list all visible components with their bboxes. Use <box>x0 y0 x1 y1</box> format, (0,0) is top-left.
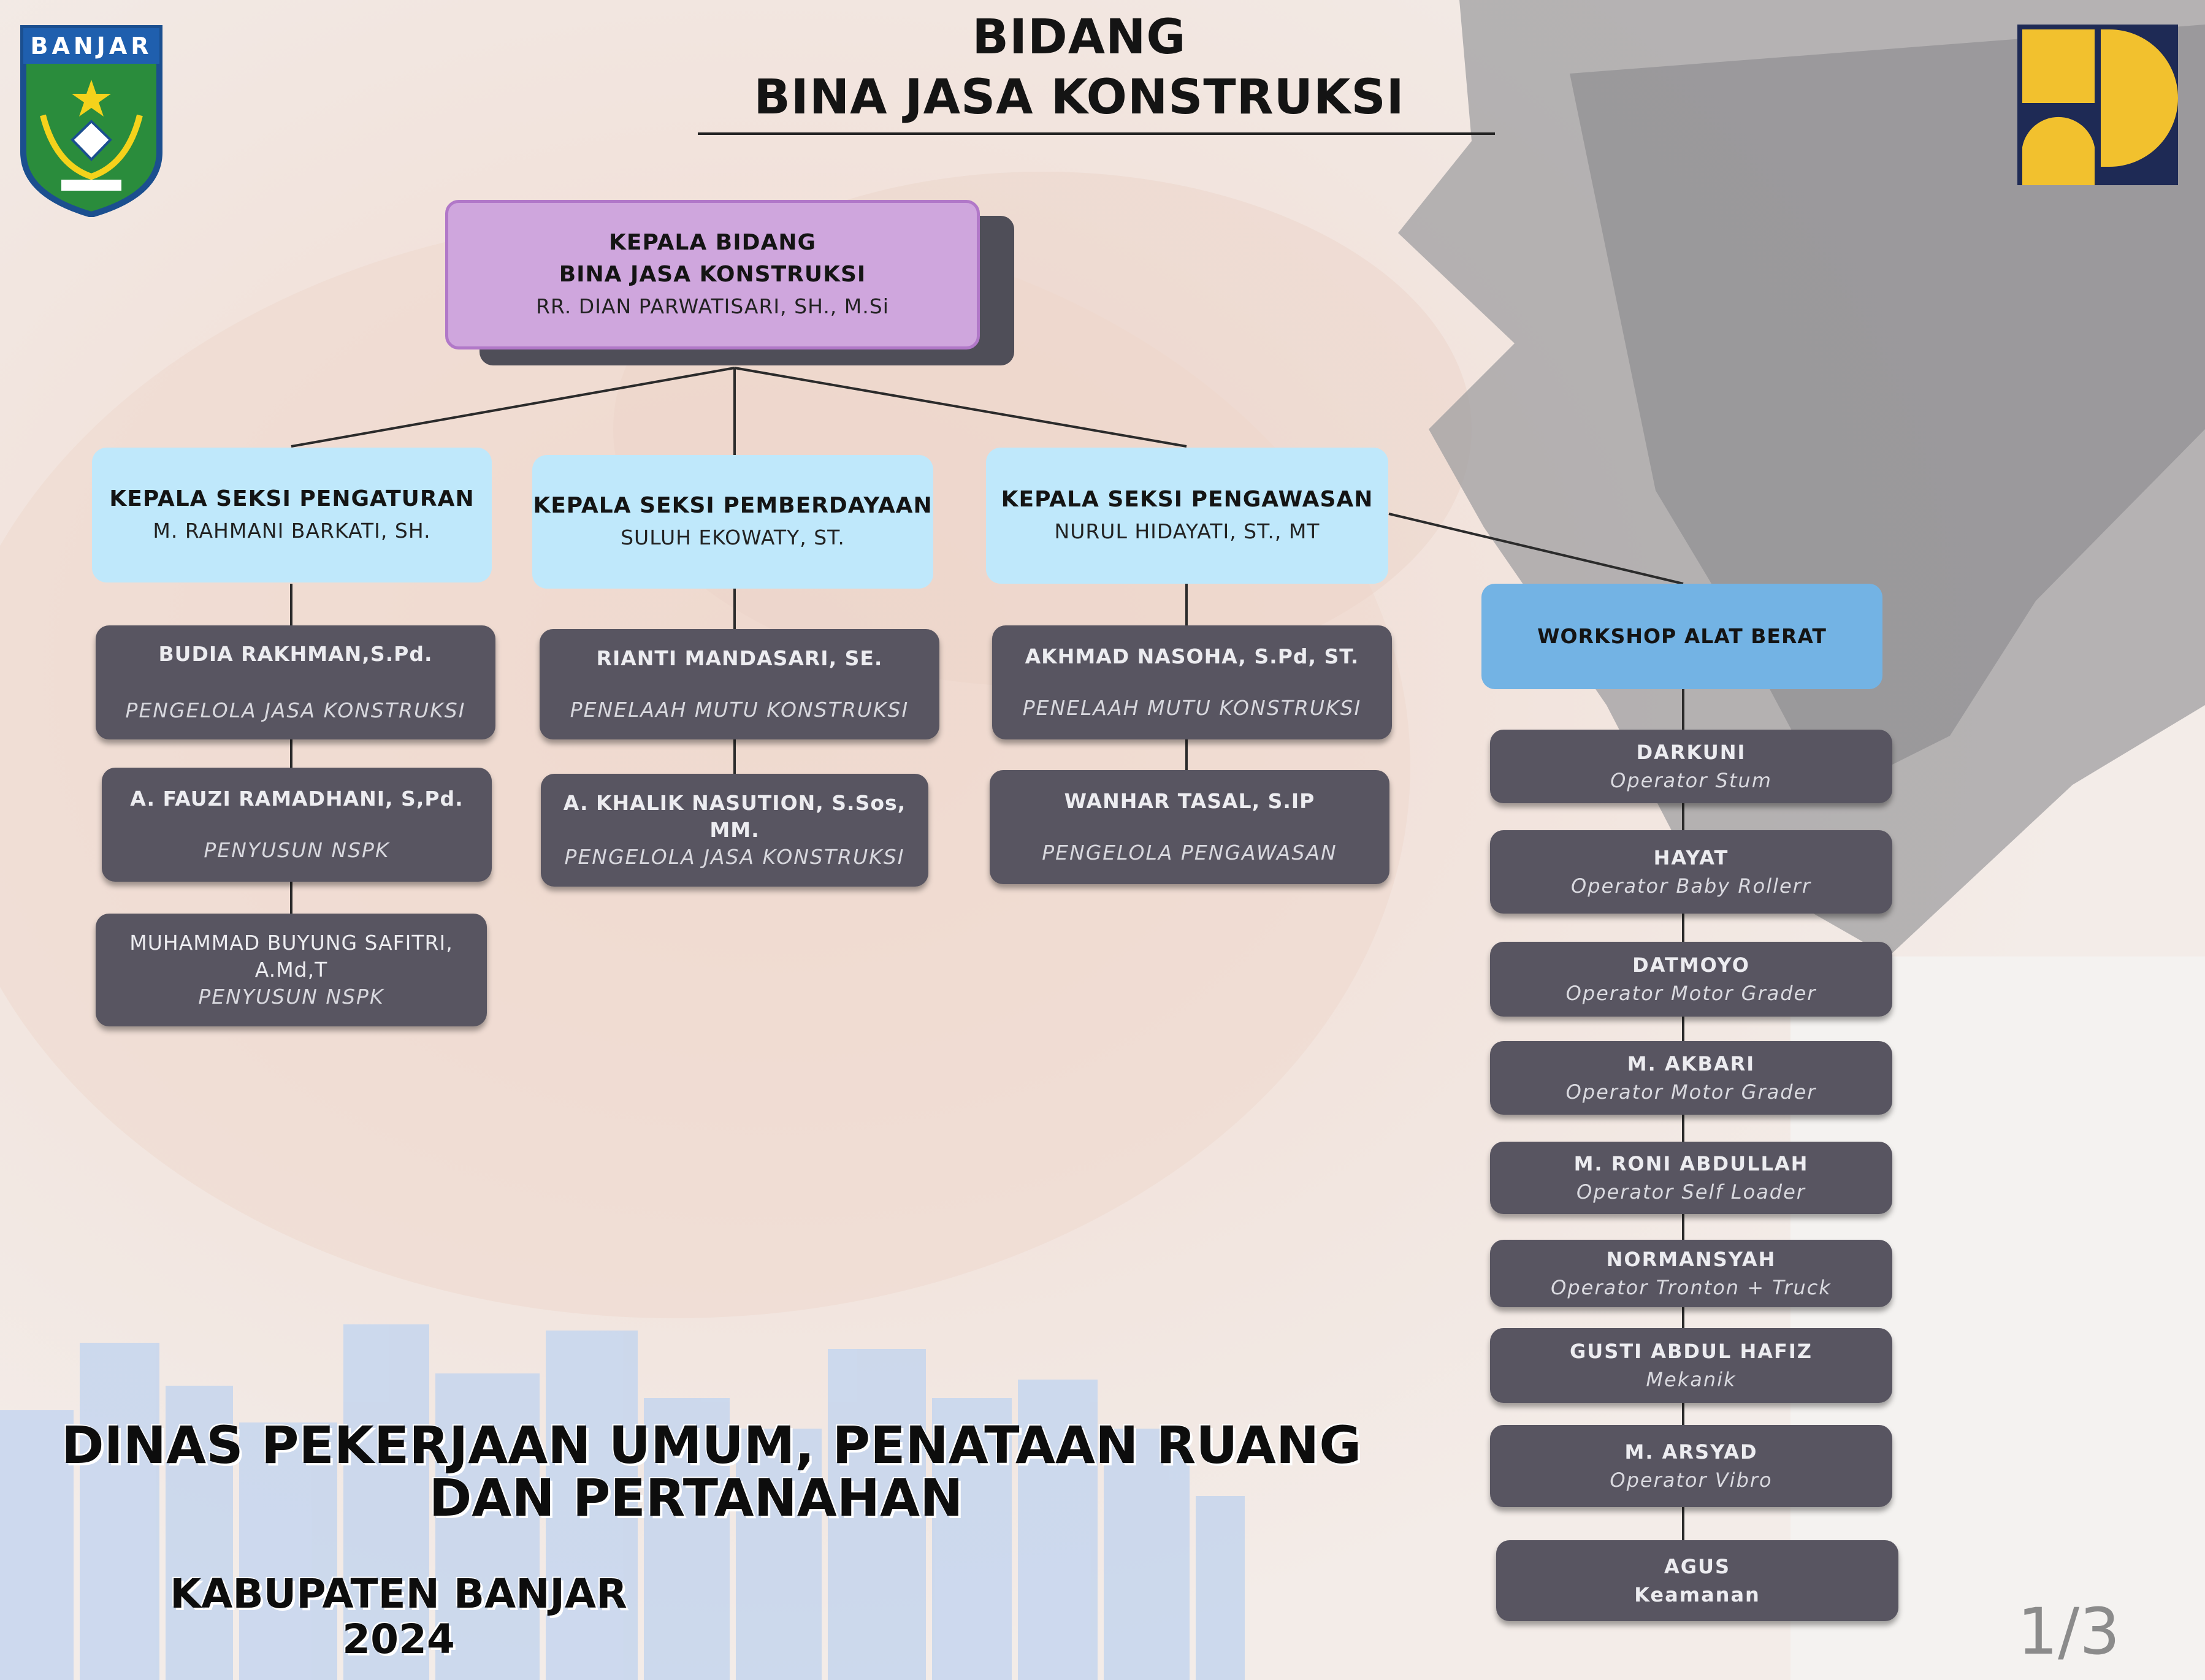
page-title-line2: BINA JASA KONSTRUKSI <box>754 70 1405 125</box>
operator-name: HAYAT <box>1653 846 1729 869</box>
staff-role: PENGELOLA JASA KONSTRUKSI <box>125 698 466 722</box>
footer-agency-line2: DAN PERTANAHAN <box>429 1468 963 1528</box>
staff-card <box>990 770 1389 884</box>
section-regulation-box <box>92 448 492 582</box>
section-head-name: NURUL HIDAYATI, ST., MT <box>1054 519 1320 543</box>
operator-name: DARKUNI <box>1636 741 1746 764</box>
section-supervision-box <box>986 448 1388 584</box>
operator-name: M. AKBARI <box>1627 1052 1756 1075</box>
operator-role: Operator Motor Grader <box>1565 982 1817 1005</box>
operator-card <box>1490 730 1892 803</box>
staff-name: A. KHALIK NASUTION, S.Sos, MM. <box>563 791 906 842</box>
head-title-line2: BINA JASA KONSTRUKSI <box>559 262 866 287</box>
section-title: KEPALA SEKSI PENGAWASAN <box>1001 487 1374 512</box>
operator-card <box>1490 1142 1892 1214</box>
operator-role: Operator Self Loader <box>1576 1180 1806 1204</box>
staff-name: WANHAR TASAL, S.IP <box>1064 789 1315 813</box>
operator-role: Keamanan <box>1634 1583 1760 1606</box>
staff-card <box>96 625 495 739</box>
staff-role: PENGELOLA JASA KONSTRUKSI <box>564 845 905 869</box>
staff-name: A. FAUZI RAMADHANI, S,Pd. <box>130 787 464 811</box>
staff-role: PENYUSUN NSPK <box>198 985 384 1009</box>
workshop-title: WORKSHOP ALAT BERAT <box>1537 624 1827 648</box>
operator-role: Operator Baby Rollerr <box>1571 874 1811 898</box>
operator-card <box>1490 1425 1892 1507</box>
title-underline <box>698 132 1495 135</box>
staff-role: PENGELOLA PENGAWASAN <box>1042 841 1337 865</box>
operator-name: AGUS <box>1664 1555 1731 1578</box>
section-title: KEPALA SEKSI PENGATURAN <box>109 486 475 511</box>
section-title: KEPALA SEKSI PEMBERDAYAAN <box>533 493 933 518</box>
operator-card <box>1490 1041 1892 1115</box>
operator-name: M. ARSYAD <box>1624 1440 1758 1464</box>
operator-role: Operator Tronton + Truck <box>1551 1276 1832 1299</box>
operator-role: Operator Motor Grader <box>1565 1080 1817 1104</box>
operator-role: Operator Vibro <box>1610 1468 1773 1492</box>
staff-name: AKHMAD NASOHA, S.Pd, ST. <box>1025 644 1359 668</box>
staff-card <box>992 625 1392 739</box>
staff-role: PENELAAH MUTU KONSTRUKSI <box>570 698 909 722</box>
operator-card <box>1490 1328 1892 1403</box>
footer-regency: KABUPATEN BANJAR <box>170 1570 627 1617</box>
operator-role: Operator Stum <box>1610 769 1772 792</box>
staff-name: BUDIA RAKHMAN,S.Pd. <box>158 642 433 666</box>
staff-name: RIANTI MANDASARI, SE. <box>596 646 883 670</box>
svg-text:BANJAR: BANJAR <box>30 32 153 59</box>
footer-year: 2024 <box>342 1616 455 1663</box>
page-title-line1: BIDANG <box>972 10 1187 65</box>
staff-card <box>102 768 492 882</box>
staff-card <box>541 774 928 887</box>
operator-role: Mekanik <box>1646 1368 1737 1391</box>
workshop-heavy-equipment-box <box>1481 584 1882 689</box>
head-title-line1: KEPALA BIDANG <box>608 230 817 255</box>
head-of-division-box <box>445 200 980 349</box>
page-indicator: 1/3 <box>2017 1594 2120 1669</box>
section-head-name: M. RAHMANI BARKATI, SH. <box>153 519 431 543</box>
operator-card <box>1496 1540 1898 1621</box>
staff-card <box>540 629 939 739</box>
section-empowerment-box <box>532 455 933 589</box>
operator-name: DATMOYO <box>1632 953 1750 977</box>
operator-name: M. RONI ABDULLAH <box>1573 1152 1809 1175</box>
footer-agency-line1: DINAS PEKERJAAN UMUM, PENATAAN RUANG <box>61 1415 1362 1475</box>
operator-name: GUSTI ABDUL HAFIZ <box>1570 1340 1813 1363</box>
operator-name: NORMANSYAH <box>1606 1248 1776 1271</box>
staff-role: PENYUSUN NSPK <box>204 838 390 862</box>
head-name: RR. DIAN PARWATISARI, SH., M.Si <box>536 294 889 318</box>
operator-card <box>1490 830 1892 914</box>
staff-role: PENELAAH MUTU KONSTRUKSI <box>1022 696 1362 720</box>
operator-card <box>1490 942 1892 1017</box>
staff-card <box>96 914 487 1026</box>
operator-card <box>1490 1240 1892 1307</box>
staff-name: MUHAMMAD BUYUNG SAFITRI, A.Md,T <box>129 931 453 982</box>
section-head-name: SULUH EKOWATY, ST. <box>621 525 845 549</box>
